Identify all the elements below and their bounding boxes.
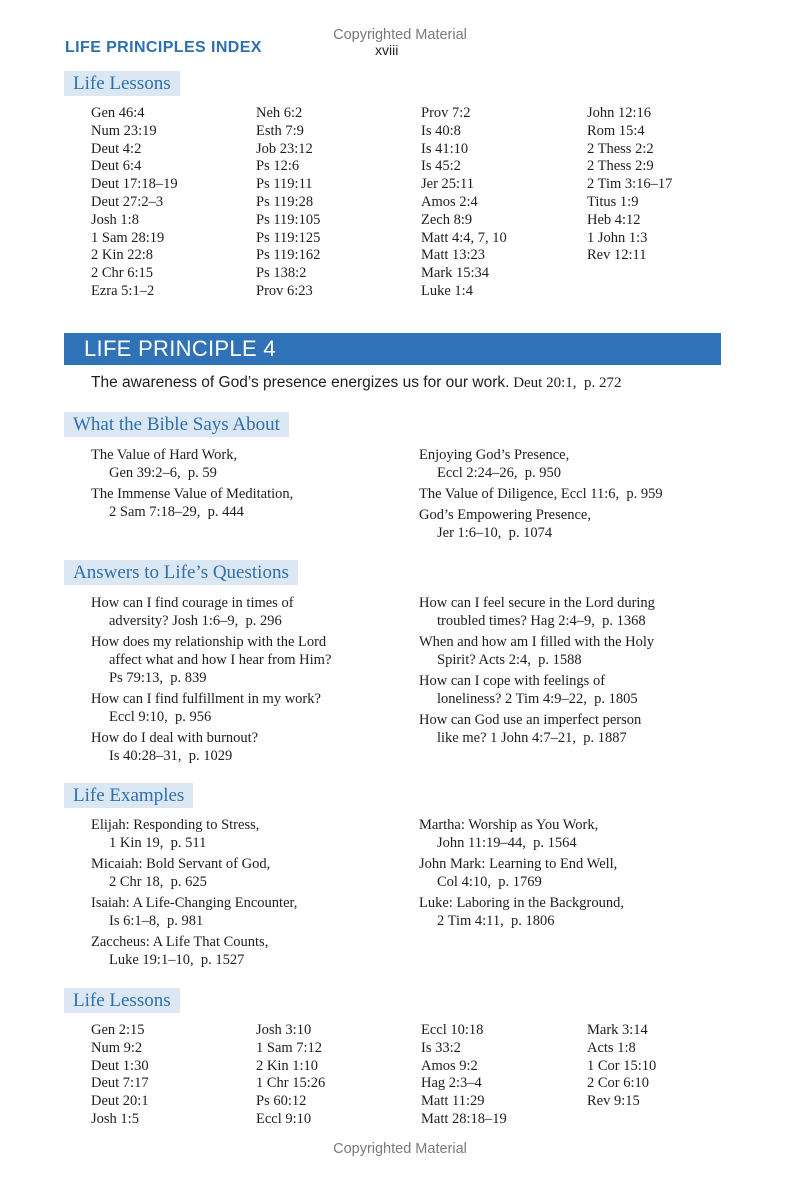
index-entry [91, 933, 391, 969]
entry-reference: 2 Chr 18, p. 625 [109, 874, 207, 890]
scripture-reference: Titus 1:9 [587, 193, 639, 210]
life-examples-left-column [91, 816, 391, 972]
life-principle-banner: LIFE PRINCIPLE 4 [64, 333, 721, 365]
scripture-reference: 1 Sam 28:19 [91, 229, 165, 246]
life-lessons-top-column-4 [587, 105, 672, 265]
scripture-reference: Matt 13:23 [421, 247, 486, 264]
index-entry [419, 446, 719, 482]
scripture-reference: Deut 1:30 [91, 1057, 149, 1074]
question-continuation: Eccl 9:10, p. 956 [109, 709, 212, 725]
scripture-reference: Is 45:2 [421, 158, 461, 175]
what-bible-says-heading: What the Bible Says About [64, 412, 289, 437]
entry-reference: Eccl 2:24–26, p. 950 [437, 465, 562, 481]
page-number: xviii [375, 42, 399, 58]
entry-title: Luke: Laboring in the Background, [419, 895, 624, 911]
entry-title: Micaiah: Bold Servant of God, [91, 856, 271, 872]
question-entry [419, 594, 719, 630]
running-head: LIFE PRINCIPLES INDEX [65, 39, 262, 56]
life-examples-heading: Life Examples [64, 783, 193, 808]
scripture-reference: Num 9:2 [91, 1039, 143, 1056]
life-lessons-top-column-1 [91, 105, 178, 301]
principle-statement [91, 373, 622, 393]
scripture-reference: Rev 12:11 [587, 247, 647, 264]
entry-reference: Gen 39:2–6, p. 59 [109, 465, 217, 481]
question-continuation: adversity? Josh 1:6–9, p. 296 [109, 613, 282, 629]
question-entry [91, 690, 391, 726]
scripture-reference: Matt 11:29 [421, 1093, 485, 1110]
scripture-reference: Ps 119:28 [256, 193, 314, 210]
scripture-reference: 1 Cor 15:10 [587, 1057, 657, 1074]
index-entry [91, 894, 391, 930]
scripture-reference: Josh 1:8 [91, 211, 139, 228]
entry-reference: 2 Sam 7:18–29, p. 444 [109, 504, 244, 520]
question-entry [91, 729, 391, 765]
copyright-watermark-top: Copyrighted Material [333, 27, 467, 43]
question-continuation: like me? 1 John 4:7–21, p. 1887 [437, 730, 627, 746]
scripture-reference: Deut 20:1 [91, 1093, 149, 1110]
scripture-reference: 2 Chr 6:15 [91, 265, 154, 282]
entry-reference: Luke 19:1–10, p. 1527 [109, 952, 245, 968]
life-lessons-top-column-3 [421, 105, 507, 301]
scripture-reference: Ps 119:125 [256, 229, 321, 246]
life-lessons-bottom-column-4 [587, 1022, 656, 1111]
question-text: How can I find fulfillment in my work? [91, 691, 321, 707]
answers-left-column [91, 594, 391, 768]
scripture-reference: Deut 7:17 [91, 1075, 149, 1092]
question-entry [91, 594, 391, 630]
scripture-reference: Acts 1:8 [587, 1039, 636, 1056]
question-text: How can I find courage in times of [91, 595, 294, 611]
scripture-reference: Zech 8:9 [421, 211, 473, 228]
scripture-reference: Rev 9:15 [587, 1093, 640, 1110]
index-entry [91, 816, 391, 852]
scripture-reference: Matt 4:4, 7, 10 [421, 229, 507, 246]
scripture-reference: Heb 4:12 [587, 211, 641, 228]
scripture-reference: Prov 6:23 [256, 282, 313, 299]
scripture-reference: Matt 28:18–19 [421, 1110, 507, 1127]
index-entry [91, 485, 391, 521]
entry-reference: Is 6:1–8, p. 981 [109, 913, 204, 929]
life-lessons-bottom-heading: Life Lessons [64, 988, 180, 1013]
scripture-reference: 2 Thess 2:9 [587, 158, 654, 175]
scripture-reference: 1 Chr 15:26 [256, 1075, 326, 1092]
question-entry [419, 711, 719, 747]
scripture-reference: Jer 25:11 [421, 176, 475, 193]
scripture-reference: 2 Cor 6:10 [587, 1075, 650, 1092]
entry-title: Elijah: Responding to Stress, [91, 817, 260, 833]
answers-right-column [419, 594, 719, 750]
life-lessons-top-column-2 [256, 105, 320, 301]
scripture-reference: Ps 119:11 [256, 176, 313, 193]
scripture-reference: Is 41:10 [421, 140, 469, 157]
copyright-watermark-bottom: Copyrighted Material [333, 1141, 467, 1157]
scripture-reference: Gen 46:4 [91, 105, 145, 121]
entry-title: Enjoying God’s Presence, [419, 447, 570, 463]
scripture-reference: Mark 15:34 [421, 265, 490, 282]
question-continuation: troubled times? Hag 2:4–9, p. 1368 [437, 613, 646, 629]
question-continuation: affect what and how I hear from Him? [109, 652, 332, 668]
life-examples-right-column [419, 816, 719, 933]
scripture-reference: Ps 119:105 [256, 211, 321, 228]
scripture-reference: Rom 15:4 [587, 122, 645, 139]
question-entry [419, 672, 719, 708]
scripture-reference: 2 Kin 22:8 [91, 247, 154, 264]
scripture-reference: Ps 138:2 [256, 265, 307, 282]
scripture-reference: Is 40:8 [421, 122, 461, 139]
scripture-reference: Is 33:2 [421, 1039, 461, 1056]
scripture-reference: Esth 7:9 [256, 122, 304, 139]
life-lessons-bottom-column-1 [91, 1022, 149, 1129]
scripture-reference: Josh 1:5 [91, 1110, 139, 1127]
question-continuation: Ps 79:13, p. 839 [109, 670, 207, 686]
scripture-reference: 2 Tim 3:16–17 [587, 176, 673, 193]
scripture-reference: Deut 17:18–19 [91, 176, 178, 193]
question-text: How can I cope with feelings of [419, 673, 606, 689]
scripture-reference: 2 Thess 2:2 [587, 140, 654, 157]
scripture-reference: Gen 2:15 [91, 1022, 145, 1038]
scripture-reference: Deut 4:2 [91, 140, 142, 157]
scripture-reference: Ps 119:162 [256, 247, 321, 264]
scripture-reference: John 12:16 [587, 105, 652, 121]
scripture-reference: 1 Sam 7:12 [256, 1039, 323, 1056]
entry-title: Isaiah: A Life-Changing Encounter, [91, 895, 298, 911]
question-text: How can I feel secure in the Lord during [419, 595, 655, 611]
what-bible-says-left-column [91, 446, 391, 524]
entry-reference: John 11:19–44, p. 1564 [437, 835, 577, 851]
principle-statement-text: The awareness of God’s presence energizes us for our work. [91, 374, 510, 391]
scripture-reference: Num 23:19 [91, 122, 157, 139]
index-entry [419, 506, 719, 542]
answers-heading: Answers to Life’s Questions [64, 560, 298, 585]
scripture-reference: Prov 7:2 [421, 105, 471, 121]
entry-title: John Mark: Learning to End Well, [419, 856, 618, 872]
entry-title: Zaccheus: A Life That Counts, [91, 934, 269, 950]
question-continuation: Is 40:28–31, p. 1029 [109, 748, 233, 764]
entry-reference: Jer 1:6–10, p. 1074 [437, 525, 553, 541]
question-text: How can God use an imperfect person [419, 712, 642, 728]
index-entry [419, 894, 719, 930]
scripture-reference: Job 23:12 [256, 140, 313, 157]
entry-title: Martha: Worship as You Work, [419, 817, 599, 833]
scripture-reference: Deut 6:4 [91, 158, 142, 175]
life-lessons-top-heading: Life Lessons [64, 71, 180, 96]
scripture-reference: Mark 3:14 [587, 1022, 648, 1038]
entry-reference: 1 Kin 19, p. 511 [109, 835, 207, 851]
scripture-reference: Hag 2:3–4 [421, 1075, 482, 1092]
index-entry [91, 446, 391, 482]
scripture-reference: Amos 9:2 [421, 1057, 478, 1074]
entry-title: The Value of Hard Work, [91, 447, 238, 463]
scripture-reference: 2 Kin 1:10 [256, 1057, 319, 1074]
question-entry [91, 633, 391, 687]
question-continuation: Spirit? Acts 2:4, p. 1588 [437, 652, 582, 668]
principle-statement-ref: Deut 20:1, p. 272 [513, 375, 622, 391]
life-lessons-bottom-column-2 [256, 1022, 325, 1129]
scripture-reference: Ezra 5:1–2 [91, 282, 155, 299]
scripture-reference: Neh 6:2 [256, 105, 303, 121]
index-entry [419, 816, 719, 852]
entry-reference: Col 4:10, p. 1769 [437, 874, 542, 890]
scripture-reference: Luke 1:4 [421, 282, 473, 299]
entry-title: God’s Empowering Presence, [419, 507, 591, 523]
question-text: How do I deal with burnout? [91, 730, 259, 746]
question-continuation: loneliness? 2 Tim 4:9–22, p. 1805 [437, 691, 638, 707]
entry-title: The Value of Diligence, Eccl 11:6, p. 959 [419, 486, 663, 502]
question-text: How does my relationship with the Lord [91, 634, 327, 650]
what-bible-says-right-column [419, 446, 719, 545]
scripture-reference: Ps 12:6 [256, 158, 300, 175]
scripture-reference: Amos 2:4 [421, 193, 478, 210]
index-entry [91, 855, 391, 891]
index-entry [419, 485, 719, 503]
scripture-reference: Deut 27:2–3 [91, 193, 164, 210]
entry-reference: 2 Tim 4:11, p. 1806 [437, 913, 555, 929]
life-lessons-bottom-column-3 [421, 1022, 507, 1129]
scripture-reference: 1 John 1:3 [587, 229, 648, 246]
scripture-reference: Eccl 9:10 [256, 1110, 312, 1127]
entry-title: The Immense Value of Meditation, [91, 486, 294, 502]
question-text: When and how am I filled with the Holy [419, 634, 655, 650]
scripture-reference: Josh 3:10 [256, 1022, 312, 1038]
question-entry [419, 633, 719, 669]
scripture-reference: Ps 60:12 [256, 1093, 307, 1110]
scripture-reference: Eccl 10:18 [421, 1022, 484, 1038]
index-entry [419, 855, 719, 891]
